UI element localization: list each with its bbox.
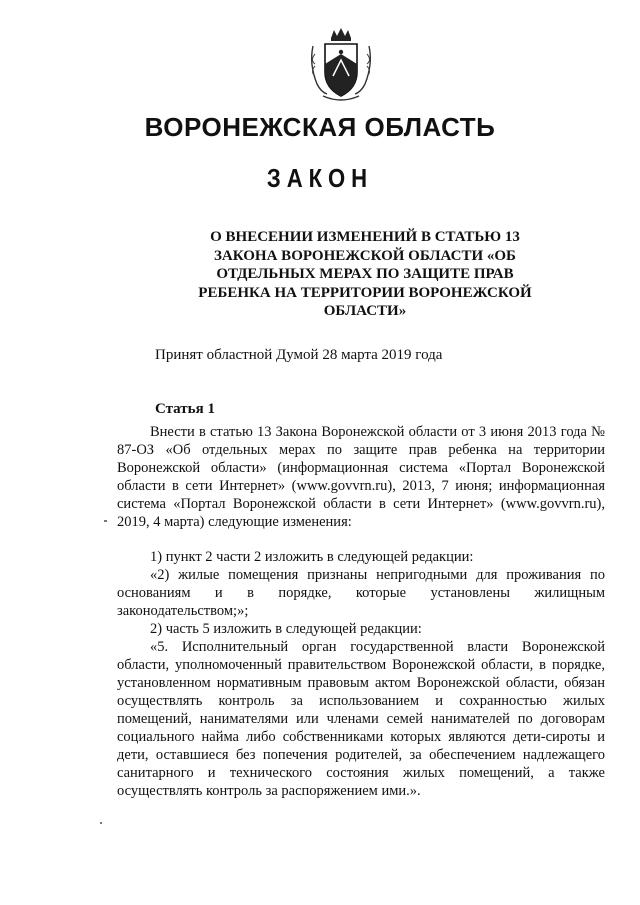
title-line: О ВНЕСЕНИИ ИЗМЕНЕНИЙ В СТАТЬЮ 13 xyxy=(210,229,520,245)
region-heading: ВОРОНЕЖСКАЯ ОБЛАСТЬ xyxy=(144,112,496,142)
title-line: РЕБЕНКА НА ТЕРРИТОРИИ ВОРОНЕЖСКОЙ xyxy=(198,284,532,301)
paragraph-item-1: 1) пункт 2 части 2 изложить в следующей редакции: xyxy=(150,549,474,565)
law-title xyxy=(190,228,540,321)
document-type-heading: ЗАКОН xyxy=(266,163,374,193)
title-line: ЗАКОНА ВОРОНЕЖСКОЙ ОБЛАСТИ «ОБ xyxy=(214,247,516,264)
paragraph-item-2: 2) часть 5 изложить в следующей редакции: xyxy=(150,621,422,637)
scan-mark xyxy=(100,822,102,824)
scan-mark xyxy=(104,520,107,522)
title-line: ОТДЕЛЬНЫХ МЕРАХ ПО ЗАЩИТЕ ПРАВ xyxy=(216,266,514,282)
paragraph-intro: Внести в статью 13 Закона Воронежской области от 3 июня 2013 года № 87-ОЗ «Об отдельных мерах по защите прав ребенка на территории Воронежской области» (информационная система «Портал Воронежской области в сети Интернет» (www.govvrn.ru), 2013, 7 июня; информационная система «Портал Воронежской области в сети Интернет» (www.govvrn.ru), 2019, 4 марта) следующие изменения: xyxy=(117,424,605,530)
title-line: ОБЛАСТИ» xyxy=(323,303,407,319)
article-body xyxy=(117,423,605,800)
adoption-note: Принят областной Думой 28 марта 2019 года xyxy=(155,347,443,363)
coat-of-arms-icon xyxy=(303,24,379,104)
article-heading: Статья 1 xyxy=(155,401,215,417)
paragraph-quote-2: «5. Исполнительный орган государственной власти Воронежской области, уполномоченный правительством Воронежской области, в порядке, установленном нормативным правовым актом Воронежской области, обязан осуществлять контроль за использованием и сохранностью жилых помещений, нанимателями или членами семей нанимателей по договорам социального найма либо собственниками которых являются дети-сироты и дети, оставшиеся без попечения родителей, за обеспечением надлежащего санитарного и технического состояния жилых помещений, а также осуществлять контроль за распоряжением ими.». xyxy=(117,639,605,799)
paragraph-quote-1: «2) жилые помещения признаны непригодными для проживания по основаниям и в порядке, которые установлены жилищным законодательством;»; xyxy=(117,567,605,619)
